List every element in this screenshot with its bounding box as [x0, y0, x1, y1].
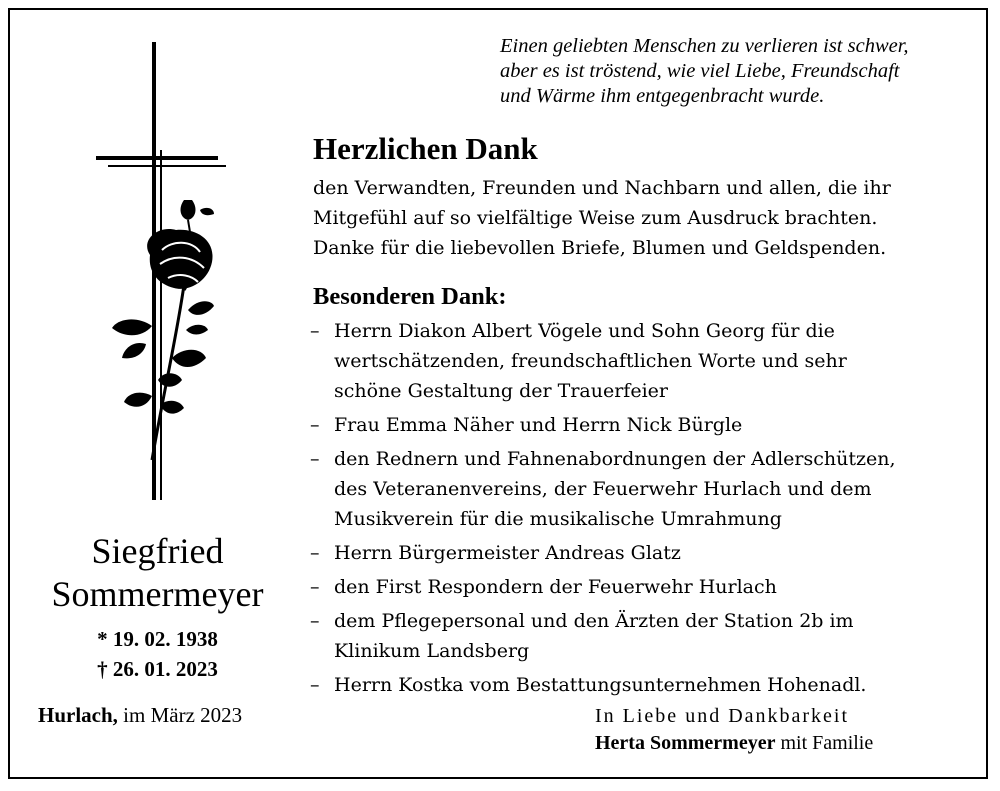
intro-line: Danke für die liebevollen Briefe, Blumen und Geldspenden. [313, 237, 887, 259]
signature-greeting: In Liebe und Dankbarkeit [595, 705, 850, 727]
thanks-item-line: Klinikum Landsberg [334, 640, 530, 662]
thanks-item-line: Frau Emma Näher und Herrn Nick Bürgle [334, 414, 743, 436]
bullet-dash: – [310, 542, 320, 564]
place-date: im März 2023 [117, 703, 243, 727]
bullet-dash: – [310, 576, 320, 598]
special-thanks-list [310, 316, 980, 700]
thanks-item-line: Herrn Bürgermeister Andreas Glatz [334, 542, 681, 564]
birth-date: * 19. 02. 1938 [97, 627, 218, 651]
deceased-first-name: Siegfried [91, 531, 224, 571]
intro-line: Mitgefühl auf so vielfältige Weise zum Ausdruck brachten. [313, 207, 878, 229]
bullet-dash: – [310, 610, 320, 632]
thanks-intro [313, 173, 891, 263]
cross-with-rose-icon [88, 40, 228, 505]
quote-line: aber es ist tröstend, wie viel Liebe, Freundschaft [500, 60, 900, 82]
bullet-dash: – [310, 414, 320, 436]
thanks-item-line: den Rednern und Fahnenabordnungen der Adlerschützen, [334, 448, 896, 470]
thanks-item-line: des Veteranenvereins, der Feuerwehr Hurlach und dem [334, 478, 872, 500]
thanks-item-line: wertschätzenden, freundschaftlichen Worte und sehr [334, 350, 847, 372]
thanks-item [310, 606, 980, 666]
thanks-item [310, 316, 980, 406]
thanks-item [310, 572, 980, 602]
place-town: Hurlach, [38, 703, 118, 727]
signature [595, 729, 873, 757]
thanks-item-line: Musikverein für die musikalische Umrahmung [334, 508, 782, 530]
bullet-dash: – [310, 448, 320, 470]
thanks-item [310, 444, 980, 534]
intro-line: den Verwandten, Freunden und Nachbarn und allen, die ihr [313, 177, 891, 199]
thanks-item [310, 670, 980, 700]
bullet-dash: – [310, 320, 320, 342]
signature-name: Herta Sommermeyer [595, 732, 776, 754]
thanks-item-line: schöne Gestaltung der Trauerfeier [334, 380, 668, 402]
quote-line: Einen geliebten Menschen zu verlieren ist schwer, [500, 35, 909, 57]
place-and-date [38, 701, 242, 729]
thanks-item [310, 410, 980, 440]
signature-suffix: mit Familie [775, 732, 874, 754]
deceased-last-name: Sommermeyer [51, 574, 264, 614]
thanks-item-line: dem Pflegepersonal und den Ärzten der Station 2b im [334, 610, 854, 632]
special-thanks-heading: Besonderen Dank: [313, 283, 507, 310]
memorial-quote [500, 34, 970, 109]
thanks-item-line: Herrn Diakon Albert Vögele und Sohn Georg für die [334, 320, 835, 342]
death-date: † 26. 01. 2023 [97, 657, 218, 681]
thanks-item [310, 538, 980, 568]
thanks-heading: Herzlichen Dank [313, 131, 538, 166]
thanks-item-line: Herrn Kostka vom Bestattungsunternehmen Hohenadl. [334, 674, 867, 696]
bullet-dash: – [310, 674, 320, 696]
thanks-item-line: den First Respondern der Feuerwehr Hurlach [334, 576, 777, 598]
quote-line: und Wärme ihm entgegenbracht wurde. [500, 85, 825, 107]
